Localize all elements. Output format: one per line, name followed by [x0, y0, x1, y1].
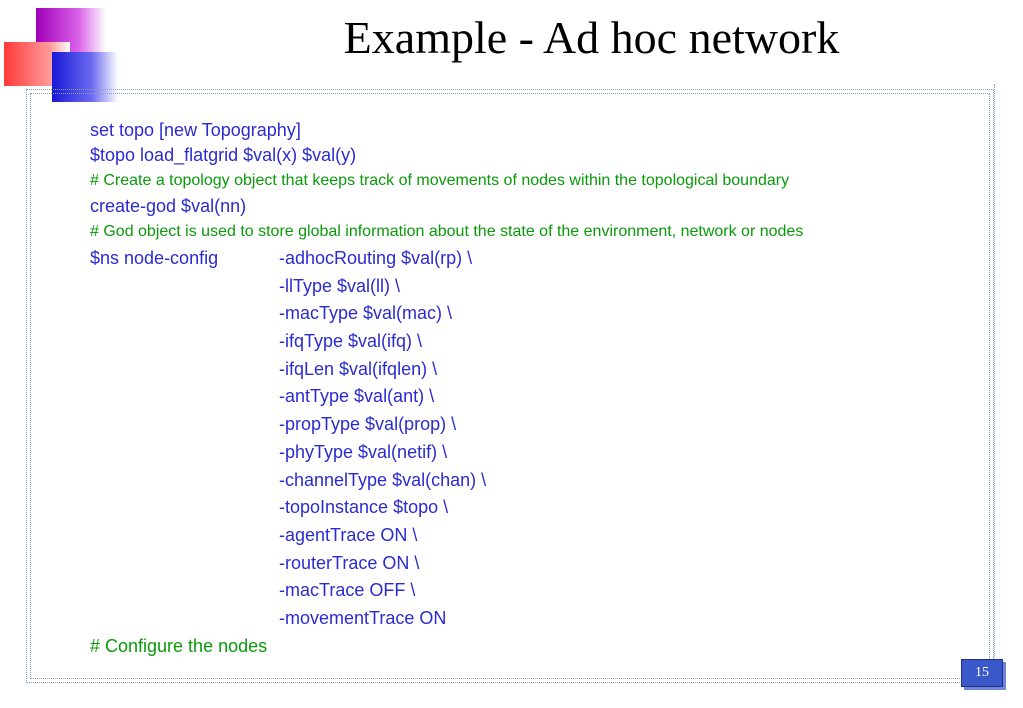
node-config-arg: -antType $val(ant) \ [279, 386, 435, 407]
node-config-arg: -propType $val(prop) \ [279, 414, 457, 435]
node-config-line [90, 411, 950, 439]
node-config-arg: -macTrace OFF \ [279, 580, 416, 601]
node-config-arg: -phyType $val(netif) \ [279, 441, 448, 462]
node-config-line [90, 439, 950, 467]
code-line: set topo [new Topography] [90, 120, 301, 140]
node-config-line [90, 328, 950, 356]
code-line: create-god $val(nn) [90, 196, 247, 216]
page-number-badge: 15 [961, 659, 1003, 687]
node-config-command: $ns node-config [90, 248, 219, 268]
code-listing [90, 118, 950, 660]
node-config-arg: -adhocRouting $val(rp) \ [279, 248, 473, 268]
code-comment: # Create a topology object that keeps track of movements of nodes within the topological boundary [90, 172, 790, 189]
node-config-arg: -agentTrace ON \ [279, 524, 418, 545]
code-comment: # Configure the nodes [90, 635, 268, 656]
node-config-line [90, 577, 950, 605]
node-config-line [90, 522, 950, 550]
node-config-line [90, 550, 950, 578]
node-config-arg: -routerTrace ON \ [279, 552, 420, 573]
node-config-arg: -macType $val(mac) \ [279, 303, 453, 324]
code-comment: # God object is used to store global information about the state of the environment, network or nodes [90, 223, 804, 240]
node-config-arg: -ifqType $val(ifq) \ [279, 331, 423, 352]
node-config-line [90, 356, 950, 384]
content-frame-right-rule [994, 84, 996, 684]
node-config-arg: -llType $val(ll) \ [279, 275, 401, 296]
node-config-line [90, 383, 950, 411]
node-config-line [90, 273, 950, 301]
node-config-arg: -topoInstance $topo \ [279, 497, 449, 518]
node-config-line [90, 300, 950, 328]
node-config-arg: -movementTrace ON [279, 607, 447, 628]
slide-title: Example - Ad hoc network [343, 12, 840, 63]
node-config-line [90, 467, 950, 495]
node-config-line [90, 605, 950, 633]
code-line: $topo load_flatgrid $val(x) $val(y) [90, 145, 357, 165]
node-config-line [90, 494, 950, 522]
node-config-arg: -channelType $val(chan) \ [279, 469, 487, 490]
node-config-line [90, 245, 950, 273]
node-config-arg: -ifqLen $val(ifqlen) \ [279, 358, 438, 379]
